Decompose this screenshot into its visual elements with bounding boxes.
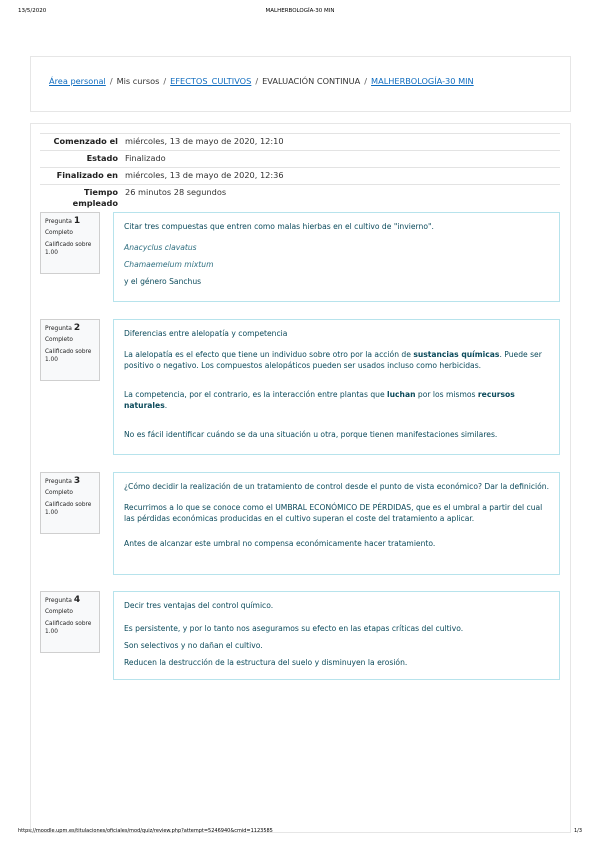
question-label: Pregunta (45, 478, 72, 485)
question-1-prompt: Citar tres compuestas que entren como malas hierbas en el cultivo de "invierno". (124, 222, 434, 231)
question-1-info (40, 212, 100, 274)
question-2-paragraph-3: No es fácil identificar cuándo se da una situación u otra, porque tienen manifestaciones similares. (124, 430, 498, 439)
summary-label: Finalizado en (56, 170, 118, 180)
question-3-paragraph-2: Antes de alcanzar este umbral no compensa económicamente hacer tratamiento. (124, 539, 436, 548)
question-4-prompt: Decir tres ventajas del control químico. (124, 601, 274, 610)
question-3-prompt: ¿Cómo decidir la realización de un tratamiento de control desde el punto de vista económico? Dar la definición. (124, 482, 549, 491)
summary-label: Comenzado el (53, 136, 118, 146)
summary-row-time-taken (40, 185, 560, 212)
print-footer (18, 828, 582, 838)
summary-row-state (40, 151, 560, 168)
question-status: Completo (45, 609, 73, 615)
question-label: Pregunta (45, 597, 72, 604)
question-status: Completo (45, 490, 73, 496)
summary-row-finished (40, 168, 560, 185)
question-number: 4 (73, 595, 81, 605)
question-grade: Calificado sobre 1.00 (45, 502, 92, 516)
question-grade: Calificado sobre 1.00 (45, 242, 92, 256)
question-2-prompt: Diferencias entre alelopatía y competencia (124, 329, 288, 338)
question-label: Pregunta (45, 325, 72, 332)
breadcrumb-separator: / (163, 76, 167, 86)
breadcrumb-container (30, 56, 571, 112)
question-2-content (113, 319, 560, 455)
print-url: https://moodle.upm.es/titulaciones/oficiales/mod/quiz/review.php?attempt=5246940&cmid=1123585 (18, 828, 273, 834)
summary-value: miércoles, 13 de mayo de 2020, 12:10 (125, 136, 284, 146)
question-2-info (40, 319, 100, 381)
question-1-content (113, 212, 560, 302)
summary-value: miércoles, 13 de mayo de 2020, 12:36 (125, 170, 284, 180)
summary-label: Tiempo empleado (72, 187, 118, 208)
print-header (18, 8, 582, 18)
question-label: Pregunta (45, 218, 72, 225)
question-1-answer-2: Chamaemelum mixtum (124, 260, 214, 269)
breadcrumb-link-course[interactable]: EFECTOS_CULTIVOS (170, 76, 252, 86)
summary-row-started (40, 134, 560, 151)
summary-value: Finalizado (125, 153, 166, 163)
print-page-number: 1/3 (573, 828, 582, 834)
breadcrumb-item-section: EVALUACIÓN CONTINUA (262, 76, 361, 86)
breadcrumb-link-quiz[interactable]: MALHERBOLOGÍA-30 MIN (371, 76, 474, 86)
print-date: 13/5/2020 (18, 8, 47, 14)
question-4-info (40, 591, 100, 653)
attempt-summary-table (40, 133, 560, 212)
question-4-answer-3: Reducen la destrucción de la estructura del suelo y disminuyen la erosión. (124, 658, 408, 667)
question-number: 1 (73, 216, 81, 226)
question-status: Completo (45, 230, 73, 236)
question-1-answer-1: Anacyclus clavatus (124, 243, 197, 252)
summary-value: 26 minutos 28 segundos (125, 187, 227, 197)
breadcrumb-item-mis-cursos: Mis cursos (116, 76, 160, 86)
question-4-answer-2: Son selectivos y no dañan el cultivo. (124, 641, 263, 650)
question-number: 2 (73, 323, 81, 333)
question-3-paragraph-1: Recurrimos a lo que se conoce como el UMBRAL ECONÓMICO DE PÉRDIDAS, que es el umbral a partir del cual las pérdidas económicas producidas en el cultivo superan el coste del tratamiento a aplicar. (124, 503, 543, 523)
question-number: 3 (73, 476, 81, 486)
breadcrumb (49, 76, 474, 86)
question-3-info (40, 472, 100, 534)
question-grade: Calificado sobre 1.00 (45, 621, 92, 635)
breadcrumb-separator: / (255, 76, 259, 86)
print-title: MALHERBOLOGÍA-30 MIN (265, 8, 335, 14)
summary-label: Estado (86, 153, 118, 163)
question-2-paragraph-1: La alelopatía es el efecto que tiene un individuo sobre otro por la acción de sustancias químicas. Puede ser positivo o negativo. Los compuestos alelopáticos pueden ser usados incluso como herbicidas. (124, 350, 542, 370)
question-3-content (113, 472, 560, 575)
question-4-answer-1: Es persistente, y por lo tanto nos aseguramos su efecto en las etapas críticas del cultivo. (124, 624, 464, 633)
question-1-answer-3: y el género Sanchus (124, 277, 202, 286)
question-grade: Calificado sobre 1.00 (45, 349, 92, 363)
question-status: Completo (45, 337, 73, 343)
breadcrumb-separator: / (109, 76, 113, 86)
question-4-content (113, 591, 560, 680)
breadcrumb-separator: / (364, 76, 368, 86)
breadcrumb-link-area-personal[interactable]: Área personal (49, 76, 106, 86)
question-2-paragraph-2: La competencia, por el contrario, es la interacción entre plantas que luchan por los mismos recursos naturales. (124, 390, 515, 410)
